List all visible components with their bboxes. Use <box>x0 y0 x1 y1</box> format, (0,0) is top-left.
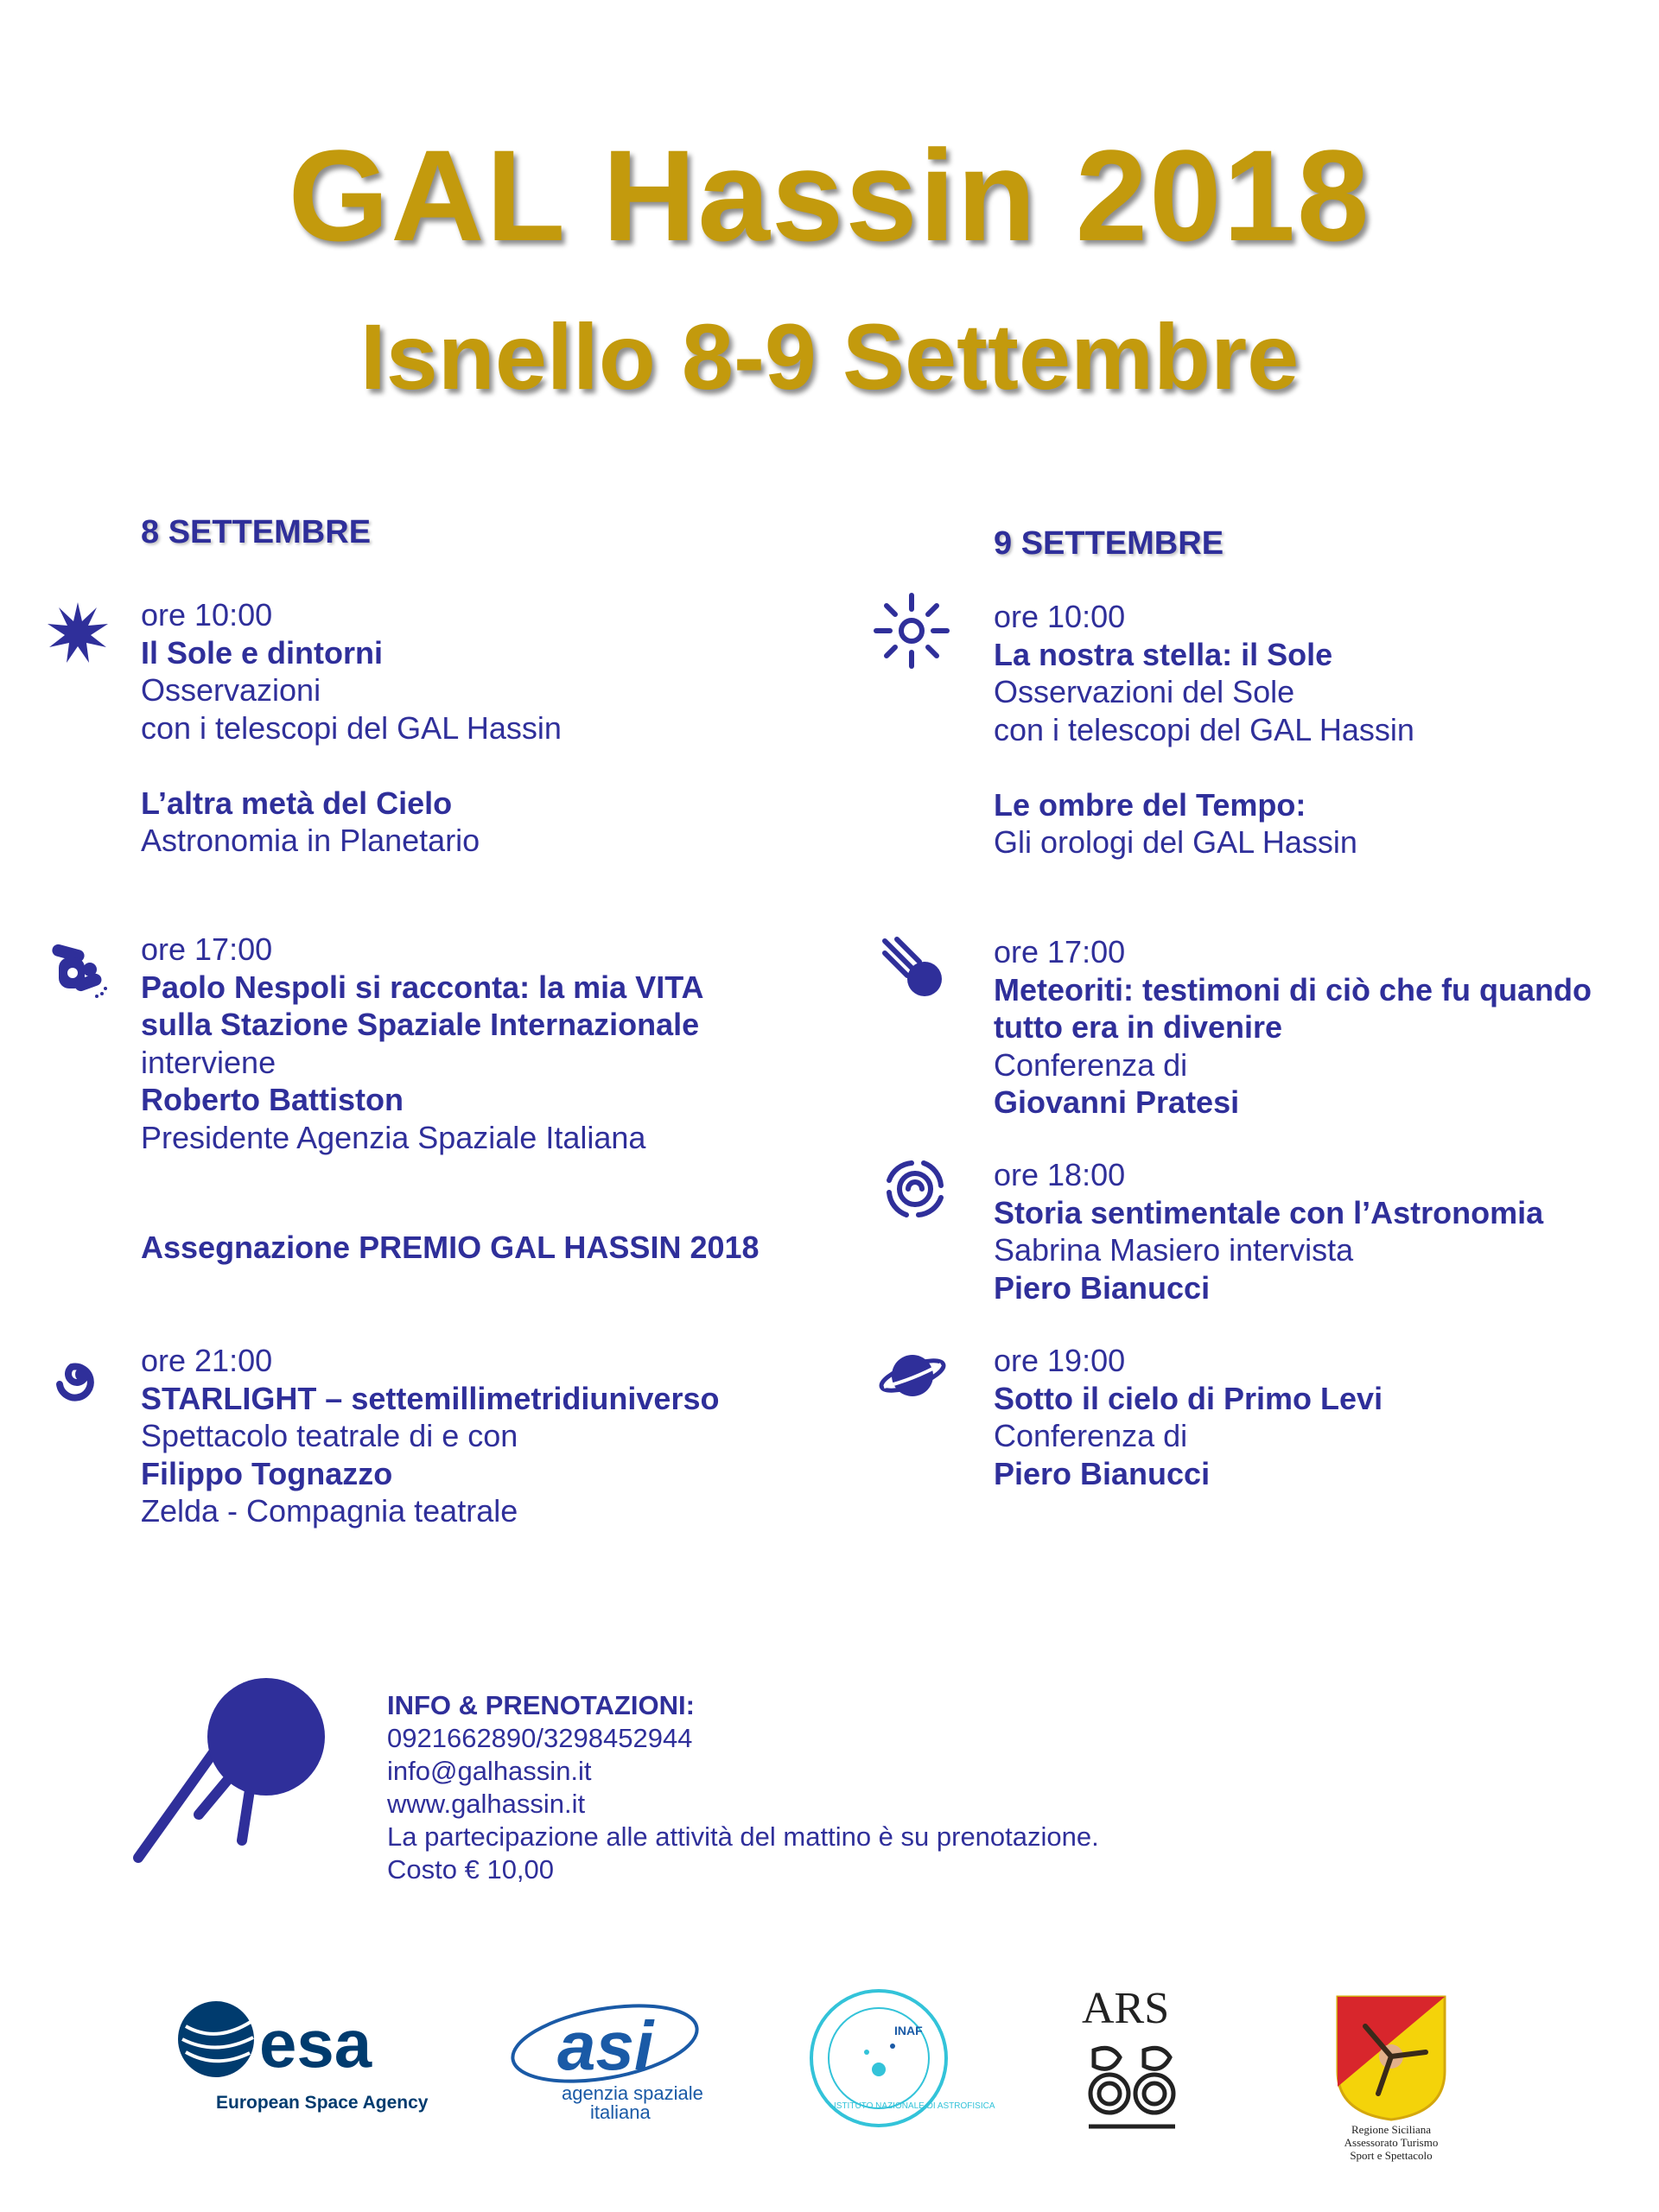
event-time: ore 17:00 <box>994 934 1126 969</box>
info-block <box>387 1689 1099 1886</box>
event-speaker: Roberto Battiston <box>141 1082 404 1117</box>
event-description: Osservazioni <box>141 672 321 708</box>
event-title: Le ombre del Tempo: <box>994 786 1306 823</box>
info-cost: Costo € 10,00 <box>387 1854 555 1885</box>
event-speaker: Filippo Tognazzo <box>141 1455 393 1491</box>
inaf-ring-text: ISTITUTO NAZIONALE DI ASTROFISICA <box>834 2101 995 2111</box>
event-description: interviene <box>141 1044 276 1080</box>
event-speaker: Piero Bianucci <box>994 1455 1211 1491</box>
asi-wordmark: asi <box>557 2007 654 2084</box>
planet-rings-icon <box>877 1345 948 1406</box>
comet-satellite-icon <box>121 1668 337 1884</box>
event-description: Astronomia in Planetario <box>141 823 480 858</box>
info-email[interactable]: info@galhassin.it <box>387 1756 592 1786</box>
esa-wordmark: esa <box>259 2005 372 2082</box>
event-time: ore 18:00 <box>994 1157 1126 1192</box>
event-title: Storia sentimentale con l’Astronomia <box>994 1194 1544 1230</box>
event-description: Osservazioni del Sole <box>994 674 1295 709</box>
day2-event-3 <box>994 1156 1543 1306</box>
esa-caption: European Space Agency <box>216 2093 429 2113</box>
event-title: Paolo Nespoli si racconta: la mia VITA <box>141 969 704 1005</box>
ars-wordmark: ARS <box>1082 1984 1170 2033</box>
event-description: Conferenza di <box>994 1046 1188 1083</box>
event-title: STARLIGHT – settemillimetridiuniverso <box>141 1380 720 1416</box>
page-title: GAL Hassin 2018 <box>288 123 1371 268</box>
event-description: Gli orologi del GAL Hassin <box>994 824 1357 860</box>
asi-caption-2: italiana <box>590 2101 651 2123</box>
sun-rays-icon <box>873 592 950 670</box>
regione-siciliana-logo <box>1331 1992 1452 2164</box>
event-description: Conferenza di <box>994 1418 1188 1453</box>
event-description: Presidente Agenzia Spaziale Italiana <box>141 1119 646 1155</box>
astronaut-spacecraft-icon <box>52 942 109 999</box>
info-heading: INFO & PRENOTAZIONI: <box>387 1690 695 1720</box>
day2-heading: 9 SETTEMBRE <box>994 525 1224 562</box>
spiral-galaxy-icon <box>884 1158 946 1220</box>
page-subtitle: Isnello 8-9 Settembre <box>359 304 1300 409</box>
event-time: ore 10:00 <box>994 599 1126 634</box>
event-speaker: Piero Bianucci <box>994 1269 1211 1306</box>
event-time: ore 17:00 <box>141 931 273 967</box>
info-phone[interactable]: 0921662890/3298452944 <box>387 1723 693 1753</box>
event-title: Il Sole e dintorni <box>141 634 384 671</box>
sicilia-caption-2: Assessorato Turismo <box>1344 2136 1439 2149</box>
event-title: L’altra metà del Cielo <box>141 785 453 821</box>
day1-event-1 <box>141 596 562 860</box>
inaf-acronym: INAF <box>894 2024 923 2037</box>
day2-event-1 <box>994 598 1414 861</box>
event-title: Meteoriti: testimoni di ciò che fu quando <box>994 971 1592 1007</box>
info-website[interactable]: www.galhassin.it <box>387 1789 586 1819</box>
day1-event-3 <box>141 1342 719 1530</box>
sicilia-caption-1: Regione Siciliana <box>1351 2123 1432 2136</box>
ars-logo <box>1080 1983 1184 2139</box>
event-description: con i telescopi del GAL Hassin <box>141 709 562 746</box>
day2-event-2 <box>994 933 1592 1122</box>
event-description: Zelda - Compagnia teatrale <box>141 1493 518 1529</box>
esa-logo <box>177 1996 429 2117</box>
event-description: Sabrina Masiero intervista <box>994 1232 1354 1268</box>
meteorite-icon <box>881 936 946 1001</box>
event-time: ore 19:00 <box>994 1343 1126 1378</box>
event-time: ore 21:00 <box>141 1343 273 1378</box>
event-speaker: Giovanni Pratesi <box>994 1084 1240 1120</box>
galaxy-spiral-icon <box>53 1348 108 1403</box>
award-line: Assegnazione PREMIO GAL HASSIN 2018 <box>141 1230 760 1265</box>
event-description: Spettacolo teatrale di e con <box>141 1418 518 1453</box>
day1-heading: 8 SETTEMBRE <box>141 514 372 550</box>
event-time: ore 10:00 <box>141 597 273 632</box>
asi-caption-1: agenzia spaziale <box>562 2082 703 2104</box>
sicilia-caption-3: Sport e Spettacolo <box>1350 2149 1433 2162</box>
event-title: La nostra stella: il Sole <box>994 636 1333 672</box>
event-description: con i telescopi del GAL Hassin <box>994 711 1414 747</box>
event-title: sulla Stazione Spaziale Internazionale <box>141 1007 700 1042</box>
asi-logo <box>505 1987 704 2126</box>
event-title: Sotto il cielo di Primo Levi <box>994 1380 1383 1416</box>
inaf-logo <box>808 1987 995 2130</box>
sun-star-icon <box>48 602 108 663</box>
day1-event-2 <box>141 931 704 1156</box>
day2-event-4 <box>994 1342 1382 1492</box>
info-note: La partecipazione alle attività del mattino è su prenotazione. <box>387 1821 1099 1852</box>
event-title: tutto era in divenire <box>994 1009 1283 1045</box>
